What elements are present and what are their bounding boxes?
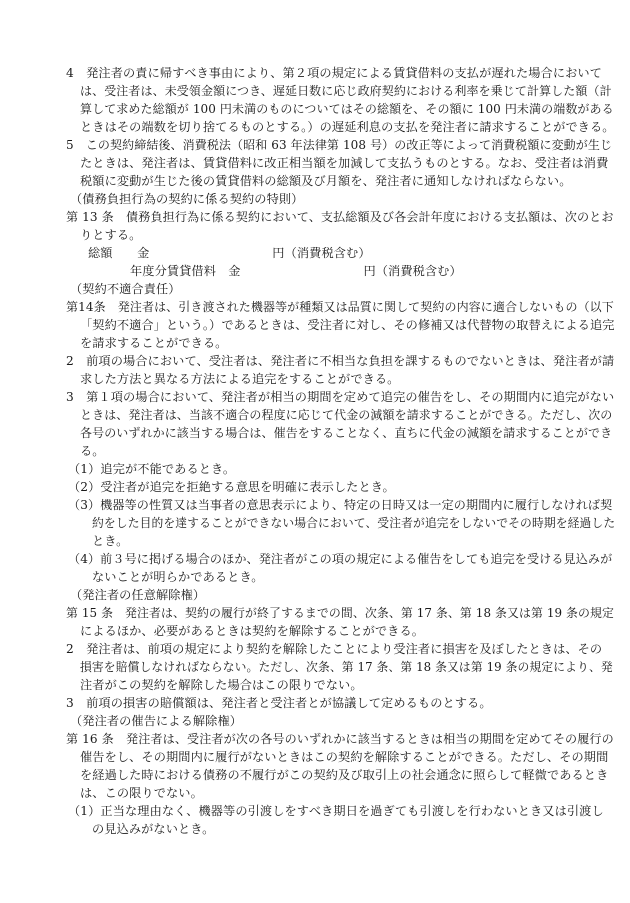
text-line: 損害を賠償しなければならない。ただし、次条、第 17 条、第 18 条又は第 19 条の規定により、発 xyxy=(80,660,613,674)
text-line: によるほか、必要があるときは契約を解除することができる。 xyxy=(80,624,425,638)
text-line: 第 16 条 発注者は、受注者が次の各号のいずれかに該当するときは相当の期間を定めてその履行の xyxy=(66,732,614,746)
text-line: る。 xyxy=(80,444,105,458)
total-amount-line: 総額 金 円（消費税含む） xyxy=(88,246,371,260)
list-item: （1）追完が不能であるとき。 xyxy=(68,462,236,476)
list-item: （3）機器等の性質又は当事者の意思表示により、特定の日時又は一定の期間内に履行しなければ契 xyxy=(68,498,613,512)
list-item: （4）前３号に掲げる場合のほか、発注者がこの項の規定による催告をしても追完を受ける見込みが xyxy=(68,552,613,566)
annual-rent-line: 年度分賃貸借料 金 円（消費税含む） xyxy=(130,264,462,278)
text-line: 求した方法と異なる方法による追完をすることができる。 xyxy=(80,372,400,386)
text-line: とき。 xyxy=(92,534,129,548)
text-line: ときはその端数を切り捨てるものとする。）の遅延利息の支払を発注者に請求することができる。 xyxy=(80,120,615,134)
text-line: りとする。 xyxy=(80,228,142,242)
text-line: を請求することができる。 xyxy=(80,336,228,350)
text-line: 3 第１項の場合において、発注者が相当の期間を定めて追完の催告をし、その期間内に追完がない xyxy=(66,390,615,404)
text-line: たときは、発注者は、賃貸借料に改正相当額を加減して支払うものとする。なお、受注者は消費 xyxy=(80,156,609,170)
text-line: 各号のいずれかに該当する場合は、催告をすることなく、直ちに代金の減額を請求することができ xyxy=(80,426,613,440)
text-line: ときは、発注者は、当該不適合の程度に応じて代金の減額を請求することができる。ただし、次の xyxy=(80,408,613,422)
list-item: （2）受注者が追完を拒絶する意思を明確に表示したとき。 xyxy=(68,480,395,494)
section-heading: （契約不適合責任） xyxy=(70,282,181,296)
text-line: ないことが明らかであるとき。 xyxy=(92,570,264,584)
text-line: 算して求めた総額が 100 円未満のものについてはその総額を、その額に 100 円未満の端数がある xyxy=(80,102,614,116)
text-line: 5 この契約締結後、消費税法（昭和 63 年法律第 108 号）の改正等によって消費税額に変動が生じ xyxy=(66,138,613,152)
text-line: 第 13 条 債務負担行為に係る契約において、支払総額及び各会計年度における支払額は、次のとお xyxy=(66,210,614,224)
text-line: 約をした目的を達することができない場合において、受注者が追完をしないでその時期を経過した xyxy=(92,516,616,530)
text-line: 税額に変動が生じた後の賃貸借料の総額及び月額を、発注者に通知しなければならない。 xyxy=(80,174,572,188)
text-line: は、この限りでない。 xyxy=(80,786,203,800)
text-line: は、受注者は、未受領金額につき、遅延日数に応じ政府契約における利率を乗じて計算した額（計 xyxy=(80,84,612,98)
section-heading: （発注者の催告による解除権） xyxy=(70,714,243,728)
text-line: 第14条 発注者は、引き渡された機器等が種類又は品質に関して契約の内容に適合しないもの（以下 xyxy=(66,300,614,314)
text-line: 催告をし、その期間内に履行がないときはこの契約を解除することができる。ただし、その期間 xyxy=(80,750,609,764)
text-line: を経過した時における債務の不履行がこの契約及び取引上の社会通念に照らして軽微であるとき xyxy=(80,768,609,782)
text-line: 第 15 条 発注者は、契約の履行が終了するまでの間、次条、第 17 条、第 18 条又は第 19 条の規定 xyxy=(66,606,615,620)
section-heading: （発注者の任意解除権） xyxy=(70,588,206,602)
list-item: （1）正当な理由なく、機器等の引渡しをすべき期日を過ぎても引渡しを行わないとき又は引渡し xyxy=(68,804,604,818)
text-line: 2 前項の場合において、受注者は、発注者に不相当な負担を課するものでないときは、発注者が請 xyxy=(66,354,615,368)
text-line: 注者がこの契約を解除した場合はこの限りでない。 xyxy=(80,678,363,692)
section-heading: （債務負担行為の契約に係る契約の特則） xyxy=(70,192,304,206)
text-line: 3 前項の損害の賠償額は、発注者と受注者とが協議して定めるものとする。 xyxy=(66,696,492,710)
text-line: 2 発注者は、前項の規定により契約を解除したことにより受注者に損害を及ぼしたときは、その xyxy=(66,642,603,656)
text-line: 「契約不適合」という。）であるときは、受注者に対し、その修補又は代替物の取替えによる追完 xyxy=(80,318,615,332)
text-line: 4 発注者の責に帰すべき事由により、第２項の規定による賃貸借料の支払が遅れた場合において xyxy=(66,66,602,80)
text-line: の見込みがないとき。 xyxy=(92,822,215,836)
